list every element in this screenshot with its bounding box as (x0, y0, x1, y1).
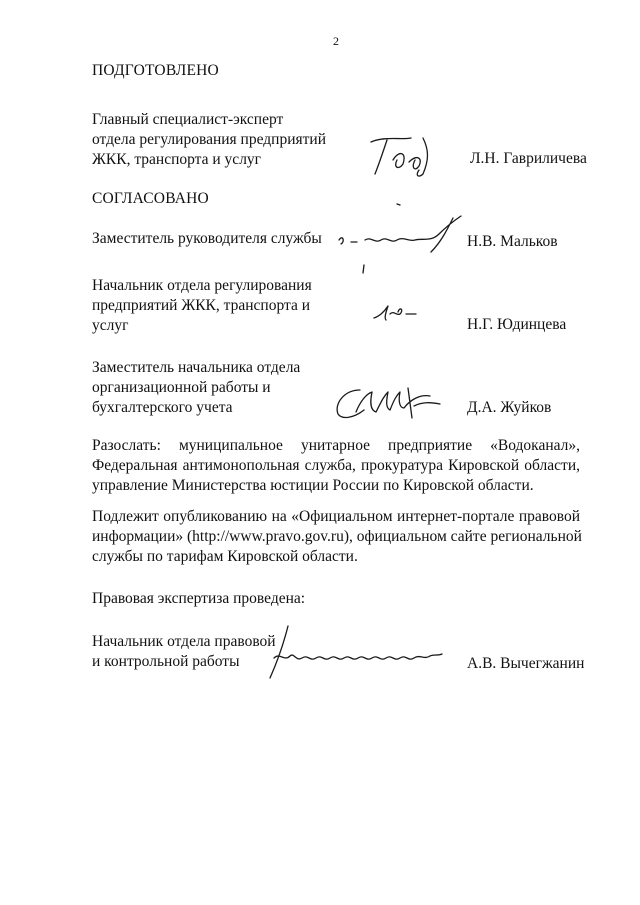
prepared-position-line: отдела регулирования предприятий (92, 131, 326, 148)
page-number: 2 (333, 34, 339, 48)
publication-line: Подлежит опубликованию на «Официальном интернет-портале правовой (92, 508, 580, 525)
signature-zhuikov-image (330, 382, 445, 424)
publication-line: службы по тарифам Кировской области. (92, 548, 358, 565)
signature-gavrilicheva-image (365, 130, 445, 180)
publication-line: информации» (http://www.pravo.gov.ru), официальном сайте региональной (92, 528, 582, 545)
signature-vychegzhanin-image (262, 622, 447, 684)
signer-3-position-line: бухгалтерского учета (92, 399, 233, 416)
prepared-name: Л.Н. Гавриличева (470, 150, 587, 167)
signer-3-position-line: Заместитель начальника отдела (92, 359, 301, 376)
legal-review-position-line: Начальник отдела правовой (92, 633, 276, 650)
publication-paragraph (92, 507, 580, 567)
legal-review-position (92, 632, 276, 672)
scan-mark-image (395, 200, 405, 208)
distribution-line: управление Министерства юстиции России по Кировской области. (92, 477, 534, 494)
signature-yudintseva-image (370, 298, 430, 328)
signer-2-position (92, 276, 312, 336)
signer-2-name: Н.Г. Юдинцева (467, 316, 567, 333)
prepared-position-line: Главный специалист-эксперт (92, 111, 284, 128)
signer-1-position: Заместитель руководителя службы (92, 230, 322, 247)
signer-3-position (92, 358, 300, 418)
agreed-heading: СОГЛАСОВАНО (92, 190, 209, 207)
signer-3-position-line: организационной работы и (92, 379, 271, 396)
signer-2-position-line: услуг (92, 317, 129, 334)
prepared-position-line: ЖКК, транспорта и услуг (92, 151, 262, 168)
distribution-paragraph (92, 436, 580, 496)
scan-mark-image (360, 263, 370, 277)
signer-2-position-line: предприятий ЖКК, транспорта и (92, 297, 310, 314)
legal-review-position-line: и контрольной работы (92, 653, 240, 670)
signer-1-name: Н.В. Мальков (467, 233, 558, 250)
legal-review-text: Правовая экспертиза проведена: (92, 590, 306, 607)
signature-malkov-image (335, 212, 470, 262)
distribution-line: Федеральная антимонопольная служба, прокуратура Кировской области, (92, 457, 580, 474)
prepared-heading: ПОДГОТОВЛЕНО (92, 62, 219, 79)
signer-3-name: Д.А. Жуйков (467, 399, 552, 416)
distribution-line: Разослать: муниципальное унитарное предприятие «Водоканал», (92, 437, 580, 454)
legal-review-name: А.В. Вычегжанин (467, 655, 585, 672)
prepared-position (92, 110, 326, 170)
signer-2-position-line: Начальник отдела регулирования (92, 277, 312, 294)
